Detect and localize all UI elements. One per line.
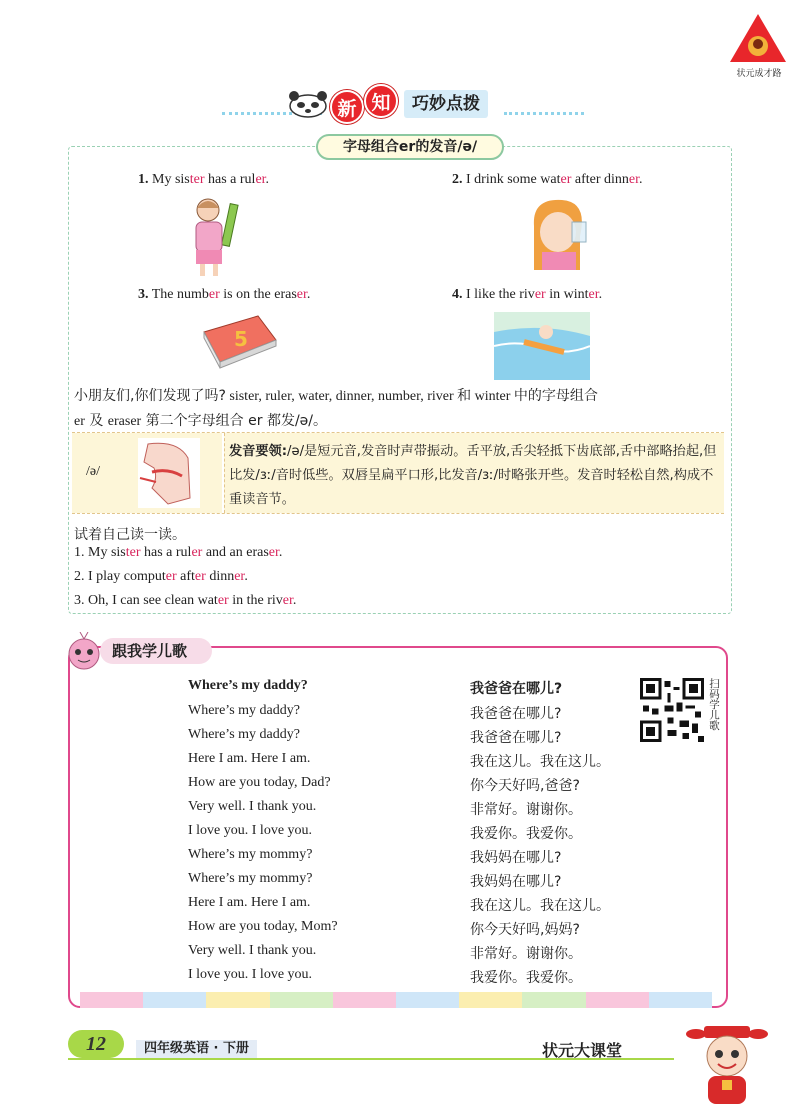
song-line-cn: 我在这儿。我在这儿。 bbox=[470, 754, 610, 770]
scholar-mascot-icon bbox=[684, 1022, 770, 1108]
pronunciation-text: 发音要领:/ə/是短元音,发音时声带振动。舌平放,舌尖轻抵下齿底部,舌中部略抬起,但比发/ɜː/音时低些。双唇呈扁平口形,比发音/ɜː/时略张开些。发音时轻松自然,构成不重读音节。 bbox=[229, 444, 717, 507]
eraser-illustration bbox=[198, 310, 280, 370]
song-line-cn: 我在这儿。我在这儿。 bbox=[470, 898, 610, 914]
header-dots-right bbox=[504, 112, 584, 115]
try-line-1: 1. My sister has a ruler and an eraser. bbox=[74, 545, 283, 560]
phonics-pill: 字母组合er的发音/ə/ bbox=[316, 134, 504, 160]
logo-text: 状元成才路 bbox=[736, 69, 782, 79]
swimming-in-river-illustration bbox=[494, 312, 590, 380]
phoneme-symbol: /ə/ bbox=[86, 464, 100, 479]
song-line-en: I love you. I love you. bbox=[188, 823, 313, 838]
decorative-stripe bbox=[80, 992, 712, 1008]
try-line-3: 3. Oh, I can see clean water in the river. bbox=[74, 593, 297, 608]
badge-char-1: 新 bbox=[330, 90, 364, 124]
page-number: 12 bbox=[68, 1030, 124, 1058]
song-line-cn: 我爱你。我爱你。 bbox=[470, 826, 582, 842]
grade-label: 四年级英语 · 下册 bbox=[136, 1040, 257, 1058]
song-title-en: Where’s my daddy? bbox=[188, 678, 308, 693]
example-sentence-1: 1. My sister has a ruler. bbox=[138, 172, 270, 187]
example-sentence-4: 4. I like the river in winter. bbox=[452, 287, 603, 302]
song-line-en: Where’s my mommy? bbox=[188, 871, 313, 886]
song-line-en: Where’s my daddy? bbox=[188, 727, 300, 742]
svg-text:5: 5 bbox=[234, 327, 248, 351]
song-line-en: Very well. I thank you. bbox=[188, 943, 317, 958]
song-title-cn: 我爸爸在哪儿? bbox=[470, 681, 563, 697]
girl-drinking-illustration bbox=[528, 196, 594, 270]
brand-label: 状元大课堂 bbox=[542, 1041, 623, 1060]
badge-char-2: 知 bbox=[364, 84, 398, 118]
panda-icon bbox=[286, 88, 330, 118]
mouth-diagram-icon bbox=[138, 438, 200, 508]
song-line-en: Where’s my mommy? bbox=[188, 847, 313, 862]
song-line-cn: 你今天好吗,爸爸? bbox=[470, 778, 580, 794]
song-line-en: How are you today, Dad? bbox=[188, 775, 331, 790]
mascot-head-icon bbox=[64, 632, 104, 672]
header-title: 巧妙点拨 bbox=[404, 90, 488, 118]
song-section-title: 跟我学儿歌 bbox=[100, 638, 212, 664]
song-line-en: Here I am. Here I am. bbox=[188, 895, 311, 910]
qr-code-label: 扫码学儿歌 bbox=[708, 678, 720, 731]
song-line-cn: 非常好。谢谢你。 bbox=[470, 802, 582, 818]
song-line-en: Here I am. Here I am. bbox=[188, 751, 311, 766]
qr-code-icon[interactable] bbox=[640, 678, 704, 742]
song-line-cn: 我爱你。我爱你。 bbox=[470, 970, 582, 986]
song-line-cn: 非常好。谢谢你。 bbox=[470, 946, 582, 962]
song-line-cn: 我妈妈在哪儿? bbox=[470, 850, 562, 866]
song-line-en: Very well. I thank you. bbox=[188, 799, 317, 814]
example-sentence-2: 2. I drink some water after dinner. bbox=[452, 172, 643, 187]
girl-with-ruler-illustration bbox=[186, 194, 246, 280]
song-box bbox=[68, 646, 728, 1008]
song-line-cn: 我爸爸在哪儿? bbox=[470, 730, 562, 746]
logo-icon bbox=[728, 12, 788, 64]
try-reading-title: 试着自己读一读。 bbox=[74, 527, 186, 543]
song-line-cn: 你今天好吗,妈妈? bbox=[470, 922, 580, 938]
try-line-2: 2. I play computer after dinner. bbox=[74, 569, 248, 584]
song-line-cn: 我爸爸在哪儿? bbox=[470, 706, 562, 722]
song-line-en: Where’s my daddy? bbox=[188, 703, 300, 718]
song-line-cn: 我妈妈在哪儿? bbox=[470, 874, 562, 890]
discovery-paragraph: 小朋友们,你们发现了吗? sister, ruler, water, dinner, number, river 和 winter 中的字母组合 er 及 eraser 第二个字母组合 er 都发/ə/。 bbox=[74, 388, 598, 429]
example-sentence-3: 3. The number is on the eraser. bbox=[138, 287, 311, 302]
song-line-en: I love you. I love you. bbox=[188, 967, 313, 982]
song-line-en: How are you today, Mom? bbox=[188, 919, 338, 934]
